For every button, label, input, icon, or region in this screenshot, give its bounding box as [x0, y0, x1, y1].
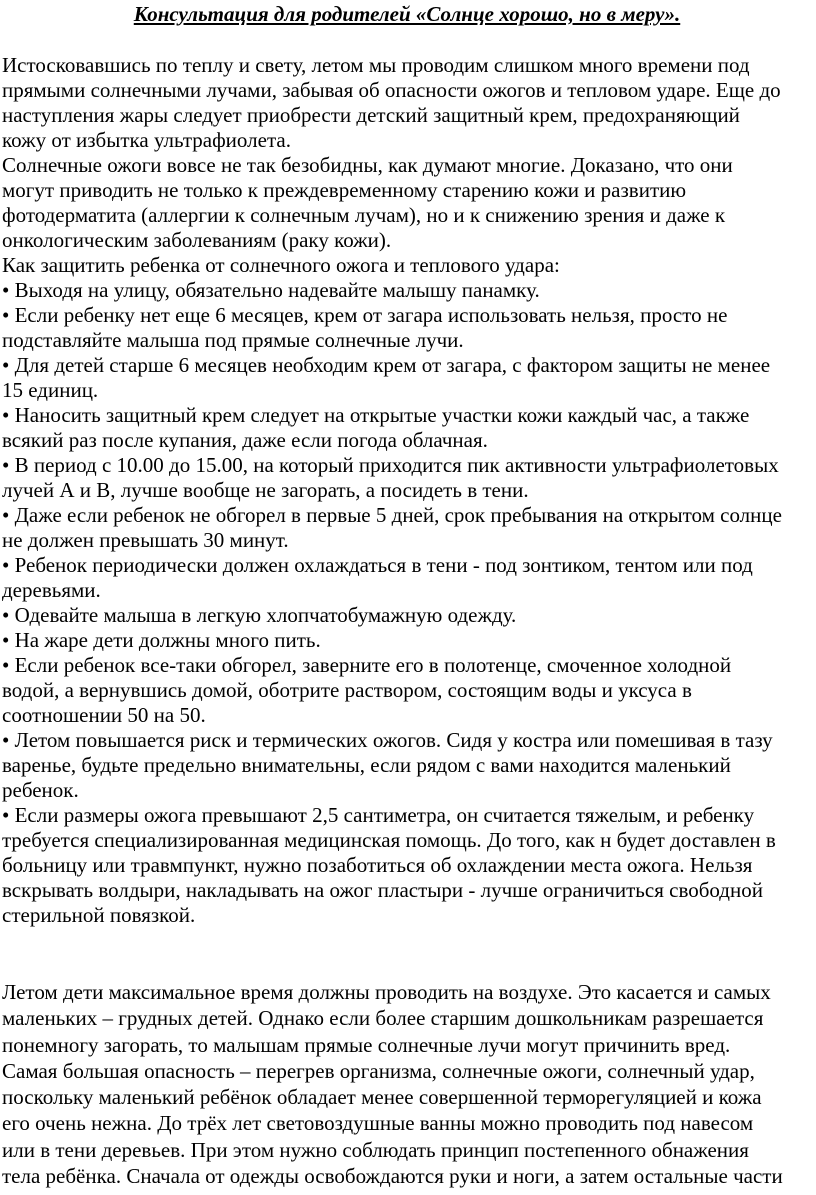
bullet-item: • Одевайте малыша в легкую хлопчатобумажную одежду.	[2, 603, 517, 627]
closing-paragraph: Летом дети максимальное время должны проводить на воздухе. Это касается и самых маленьких – грудных детей. Однако если более старшим дошкольникам разрешается понемногу загорать, то малышам прямые солнечные лучи могут причинить вред. Самая большая опасность – перегрев организма, солнечные ожоги, солнечный удар, поскольку маленький ребёнок обладает менее совершенной терморегуляцией и кожа его очень нежна. До трёх лет световоздушные ванны можно проводить под навесом или в тени деревьев. При этом нужно соблюдать принцип постепенного обнажения тела ребёнка. Сначала от одежды освобождаются руки и ноги, а затем остальные части	[2, 980, 783, 1189]
document-title: Консультация для родителей «Солнце хорошо, но в меру».	[133, 2, 681, 26]
bullet-item: • Ребенок периодически должен охлаждаться в тени - под зонтиком, тентом или под деревьями.	[2, 553, 753, 602]
bullet-item: • Выходя на улицу, обязательно надевайте малышу панамку.	[2, 278, 540, 302]
bullet-item: • Если ребенок все-таки обгорел, заверните его в полотенце, смоченное холодной водой, а вернувшись домой, оботрите раствором, состоящим воды и уксуса в соотношении 50 на 50.	[2, 653, 732, 727]
bullet-item: • В период с 10.00 до 15.00, на который приходится пик активности ультрафиолетовых лучей А и В, лучше вообще не загорать, а посидеть в тени.	[2, 453, 779, 502]
bullet-item: • Для детей старше 6 месяцев необходим крем от загара, с фактором защиты не менее 15 единиц.	[2, 353, 771, 402]
intro-paragraph-2: Солнечные ожоги вовсе не так безобидны, как думают многие. Доказано, что они могут приводить не только к преждевременному старению кожи и развитию фотодерматита (аллергии к солнечным лучам), но и к снижению зрения и даже к онкологическим заболеваниям (раку кожи).	[2, 153, 733, 252]
bullet-item: • Если размеры ожога превышают 2,5 сантиметра, он считается тяжелым, и ребенку требуется специализированная медицинская помощь. До того, как н будет доставлен в больницу или травмпункт, нужно позаботиться об охлаждении места ожога. Нельзя вскрывать волдыри, накладывать на ожог пластыри - лучше ограничиться свободной стерильной повязкой.	[2, 803, 776, 927]
bullet-item: • На жаре дети должны много пить.	[2, 628, 321, 652]
intro-paragraph-1: Истосковавшись по теплу и свету, летом мы проводим слишком много времени под прямыми солнечными лучами, забывая об опасности ожогов и тепловом ударе. Еще до наступления жары следует приобрести детский защитный крем, предохраняющий кожу от избытка ультрафиолета.	[2, 53, 781, 152]
bullet-item: • Даже если ребенок не обгорел в первые 5 дней, срок пребывания на открытом солнце не должен превышать 30 минут.	[2, 503, 782, 552]
bullet-item: • Летом повышается риск и термических ожогов. Сидя у костра или помешивая в тазу варенье, будьте предельно внимательны, если рядом с вами находится маленький ребенок.	[2, 728, 773, 802]
bullet-item: • Если ребенку нет еще 6 месяцев, крем от загара использовать нельзя, просто не подставляйте малыша под прямые солнечные лучи.	[2, 303, 728, 352]
closing-text	[2, 979, 812, 1189]
intro-paragraph-3: Как защитить ребенка от солнечного ожога и теплового удара:	[2, 253, 560, 277]
bullet-item: • Наносить защитный крем следует на открытые участки кожи каждый час, а также всякий раз после купания, даже если погода облачная.	[2, 403, 750, 452]
main-text	[2, 53, 812, 928]
